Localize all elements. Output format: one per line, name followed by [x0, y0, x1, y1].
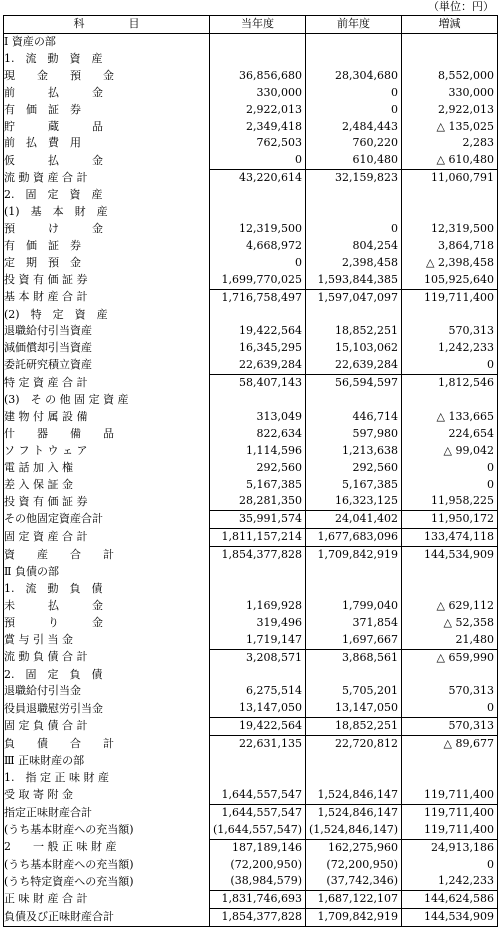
- row-label: 固 定 資 産 合 計: [4, 529, 210, 547]
- cell-change: △ 133,665: [402, 409, 498, 426]
- cell-change: 11,060,791: [402, 170, 498, 187]
- table-row: [4, 119, 498, 136]
- row-label: 減価償却引当資産: [4, 340, 210, 357]
- cell-current-year: [210, 667, 306, 684]
- cell-previous-year: 597,980: [306, 426, 402, 443]
- table-row: [4, 700, 498, 717]
- row-label: 預 り 金: [4, 615, 210, 632]
- cell-change: 3,864,718: [402, 238, 498, 255]
- cell-change: 570,313: [402, 683, 498, 700]
- cell-change: 144,534,909: [402, 547, 498, 564]
- cell-change: 119,711,400: [402, 822, 498, 839]
- cell-previous-year: [306, 581, 402, 598]
- cell-previous-year: 1,213,638: [306, 443, 402, 460]
- table-row: [4, 51, 498, 68]
- cell-previous-year: (37,742,346): [306, 873, 402, 890]
- cell-previous-year: 2,398,458: [306, 255, 402, 272]
- cell-previous-year: 2,484,443: [306, 119, 402, 136]
- row-label: 預 け 金: [4, 221, 210, 238]
- cell-change: [402, 392, 498, 409]
- table-row: [4, 736, 498, 753]
- table-row: [4, 511, 498, 529]
- row-label: (1) 基 本 財 産: [4, 204, 210, 221]
- table-row: [4, 255, 498, 272]
- cell-current-year: [210, 770, 306, 787]
- cell-current-year: 1,716,758,497: [210, 289, 306, 306]
- row-label: (うち基本財産への充当額): [4, 857, 210, 874]
- cell-previous-year: [306, 564, 402, 581]
- cell-current-year: [210, 307, 306, 324]
- table-row: [4, 238, 498, 255]
- row-label: 貯 蔵 品: [4, 119, 210, 136]
- cell-change: 11,950,172: [402, 511, 498, 529]
- table-row: [4, 392, 498, 409]
- table-row: [4, 152, 498, 169]
- row-label: 電 話 加 入 権: [4, 460, 210, 477]
- cell-previous-year: 610,480: [306, 152, 402, 169]
- cell-change: 0: [402, 460, 498, 477]
- cell-previous-year: 1,677,683,096: [306, 529, 402, 547]
- row-label: 仮 払 金: [4, 152, 210, 169]
- row-label: 2. 固 定 資 産: [4, 187, 210, 204]
- row-label: 固 定 負 債 合 計: [4, 718, 210, 736]
- table-row: [4, 477, 498, 494]
- row-label: 定 期 預 金: [4, 255, 210, 272]
- cell-current-year: [210, 187, 306, 204]
- row-label: 有 価 証 券: [4, 238, 210, 255]
- cell-current-year: [210, 564, 306, 581]
- cell-previous-year: 0: [306, 85, 402, 102]
- cell-previous-year: 446,714: [306, 409, 402, 426]
- cell-previous-year: [306, 307, 402, 324]
- cell-previous-year: [306, 770, 402, 787]
- cell-change: [402, 564, 498, 581]
- table-row: [4, 632, 498, 649]
- cell-previous-year: 13,147,050: [306, 700, 402, 717]
- cell-current-year: 762,503: [210, 135, 306, 152]
- cell-previous-year: 1,799,040: [306, 598, 402, 615]
- cell-current-year: [210, 753, 306, 770]
- cell-current-year: 36,856,680: [210, 68, 306, 85]
- cell-previous-year: 22,720,812: [306, 736, 402, 753]
- header-previous-year: 前年度: [306, 16, 402, 34]
- cell-change: 1,242,233: [402, 340, 498, 357]
- cell-current-year: 1,699,770,025: [210, 272, 306, 289]
- cell-change: △ 135,025: [402, 119, 498, 136]
- cell-change: 0: [402, 700, 498, 717]
- table-row: [4, 667, 498, 684]
- cell-change: △ 89,677: [402, 736, 498, 753]
- row-label: 什 器 備 品: [4, 426, 210, 443]
- cell-change: 21,480: [402, 632, 498, 649]
- cell-change: [402, 187, 498, 204]
- cell-previous-year: (1,524,846,147): [306, 822, 402, 839]
- cell-previous-year: [306, 187, 402, 204]
- cell-current-year: 319,496: [210, 615, 306, 632]
- cell-current-year: 1,644,557,547: [210, 804, 306, 821]
- row-label: Ⅰ 資産の部: [4, 34, 210, 51]
- table-row: [4, 323, 498, 340]
- table-row: [4, 804, 498, 821]
- cell-change: 119,711,400: [402, 787, 498, 804]
- cell-change: [402, 51, 498, 68]
- cell-previous-year: [306, 51, 402, 68]
- cell-previous-year: 292,560: [306, 460, 402, 477]
- table-row: [4, 581, 498, 598]
- table-row: [4, 135, 498, 152]
- cell-previous-year: 3,868,561: [306, 649, 402, 666]
- cell-previous-year: 18,852,251: [306, 718, 402, 736]
- table-row: [4, 873, 498, 890]
- row-label: 資 産 合 計: [4, 547, 210, 564]
- row-label: 有 価 証 券: [4, 102, 210, 119]
- cell-change: 2,922,013: [402, 102, 498, 119]
- cell-change: 11,958,225: [402, 493, 498, 510]
- table-row: [4, 68, 498, 85]
- cell-previous-year: [306, 392, 402, 409]
- cell-current-year: [210, 204, 306, 221]
- row-label: 流 動 資 産 合 計: [4, 170, 210, 187]
- table-row: [4, 822, 498, 839]
- cell-previous-year: 56,594,597: [306, 375, 402, 392]
- cell-change: [402, 581, 498, 598]
- row-label: 差 入 保 証 金: [4, 477, 210, 494]
- row-label: 負債及び正味財産合計: [4, 909, 210, 927]
- cell-current-year: (1,644,557,547): [210, 822, 306, 839]
- table-row: [4, 409, 498, 426]
- cell-change: 144,624,586: [402, 891, 498, 909]
- unit-note: （単位：円）: [428, 0, 494, 13]
- row-label: 委託研究積立資産: [4, 357, 210, 374]
- cell-change: [402, 753, 498, 770]
- table-row: [4, 753, 498, 770]
- cell-current-year: 822,634: [210, 426, 306, 443]
- header-current-year: 当年度: [210, 16, 306, 34]
- row-label: 1. 指 定 正 味 財 産: [4, 770, 210, 787]
- cell-current-year: 19,422,564: [210, 718, 306, 736]
- row-label: 投 資 有 価 証 券: [4, 493, 210, 510]
- cell-current-year: 1,811,157,214: [210, 529, 306, 547]
- cell-previous-year: 22,639,284: [306, 357, 402, 374]
- cell-current-year: 2,349,418: [210, 119, 306, 136]
- cell-current-year: 0: [210, 255, 306, 272]
- cell-current-year: [210, 392, 306, 409]
- table-row: [4, 770, 498, 787]
- table-row: [4, 564, 498, 581]
- row-label: 受 取 寄 附 金: [4, 787, 210, 804]
- cell-current-year: 13,147,050: [210, 700, 306, 717]
- cell-current-year: 12,319,500: [210, 221, 306, 238]
- table-row: [4, 204, 498, 221]
- row-label: 2 一 般 正 味 財 産: [4, 839, 210, 856]
- cell-change: [402, 34, 498, 51]
- row-label: 前 払 費 用: [4, 135, 210, 152]
- cell-change: 1,812,546: [402, 375, 498, 392]
- cell-current-year: 5,167,385: [210, 477, 306, 494]
- cell-change: 224,654: [402, 426, 498, 443]
- cell-current-year: 0: [210, 152, 306, 169]
- table-body: [4, 34, 498, 927]
- cell-previous-year: 16,323,125: [306, 493, 402, 510]
- cell-current-year: 1,169,928: [210, 598, 306, 615]
- cell-previous-year: 1,709,842,919: [306, 909, 402, 927]
- cell-change: 105,925,640: [402, 272, 498, 289]
- cell-change: [402, 770, 498, 787]
- row-label: 退職給付引当資産: [4, 323, 210, 340]
- row-label: ソ フ ト ウ ェ ア: [4, 443, 210, 460]
- row-label: 基 本 財 産 合 計: [4, 289, 210, 306]
- cell-previous-year: 804,254: [306, 238, 402, 255]
- table-row: [4, 340, 498, 357]
- row-label: 役員退職慰労引当金: [4, 700, 210, 717]
- row-label: (2) 特 定 資 産: [4, 307, 210, 324]
- table-row: [4, 307, 498, 324]
- row-label: 未 払 金: [4, 598, 210, 615]
- table-row: [4, 529, 498, 547]
- cell-previous-year: (72,200,950): [306, 857, 402, 874]
- row-label: 退職給付引当金: [4, 683, 210, 700]
- cell-change: △ 629,112: [402, 598, 498, 615]
- cell-previous-year: 1,597,047,097: [306, 289, 402, 306]
- header-row: [4, 16, 498, 34]
- table-row: [4, 909, 498, 927]
- table-row: [4, 839, 498, 856]
- cell-previous-year: 18,852,251: [306, 323, 402, 340]
- row-label: 流 動 負 債 合 計: [4, 649, 210, 666]
- cell-previous-year: 1,709,842,919: [306, 547, 402, 564]
- cell-previous-year: 32,159,823: [306, 170, 402, 187]
- cell-change: [402, 307, 498, 324]
- cell-current-year: 1,719,147: [210, 632, 306, 649]
- cell-current-year: 1,854,377,828: [210, 547, 306, 564]
- table-row: [4, 493, 498, 510]
- table-row: [4, 683, 498, 700]
- row-label: 前 払 金: [4, 85, 210, 102]
- table-row: [4, 615, 498, 632]
- balance-sheet-table: [3, 15, 498, 927]
- cell-previous-year: 28,304,680: [306, 68, 402, 85]
- header-account: 科 目: [4, 16, 210, 34]
- cell-change: △ 2,398,458: [402, 255, 498, 272]
- table-row: [4, 443, 498, 460]
- cell-previous-year: [306, 753, 402, 770]
- cell-previous-year: [306, 667, 402, 684]
- table-row: [4, 787, 498, 804]
- cell-previous-year: 1,593,844,385: [306, 272, 402, 289]
- table-row: [4, 289, 498, 306]
- cell-previous-year: 1,524,846,147: [306, 787, 402, 804]
- cell-current-year: [210, 51, 306, 68]
- row-label: その他固定資産合計: [4, 511, 210, 529]
- row-label: 負 債 合 計: [4, 736, 210, 753]
- table-row: [4, 857, 498, 874]
- cell-previous-year: [306, 34, 402, 51]
- cell-change: 133,474,118: [402, 529, 498, 547]
- cell-current-year: 4,668,972: [210, 238, 306, 255]
- row-label: (うち基本財産への充当額): [4, 822, 210, 839]
- cell-current-year: 292,560: [210, 460, 306, 477]
- table-row: [4, 598, 498, 615]
- cell-current-year: 19,422,564: [210, 323, 306, 340]
- table-row: [4, 426, 498, 443]
- cell-previous-year: 162,275,960: [306, 839, 402, 856]
- table-row: [4, 649, 498, 666]
- row-label: 正 味 財 産 合 計: [4, 891, 210, 909]
- cell-change: 330,000: [402, 85, 498, 102]
- cell-change: △ 659,990: [402, 649, 498, 666]
- cell-current-year: 1,831,746,693: [210, 891, 306, 909]
- cell-current-year: 58,407,143: [210, 375, 306, 392]
- row-label: 1. 流 動 資 産: [4, 51, 210, 68]
- cell-change: 119,711,400: [402, 804, 498, 821]
- cell-change: 0: [402, 477, 498, 494]
- table-row: [4, 187, 498, 204]
- cell-previous-year: 5,705,201: [306, 683, 402, 700]
- table-row: [4, 85, 498, 102]
- cell-current-year: 43,220,614: [210, 170, 306, 187]
- cell-previous-year: 0: [306, 102, 402, 119]
- cell-change: 144,534,909: [402, 909, 498, 927]
- header-change: 増減: [402, 16, 498, 34]
- cell-previous-year: 1,524,846,147: [306, 804, 402, 821]
- cell-current-year: 2,922,013: [210, 102, 306, 119]
- cell-current-year: 330,000: [210, 85, 306, 102]
- table-row: [4, 272, 498, 289]
- table-row: [4, 718, 498, 736]
- cell-change: 119,711,400: [402, 289, 498, 306]
- cell-current-year: 313,049: [210, 409, 306, 426]
- cell-change: △ 610,480: [402, 152, 498, 169]
- row-label: 投 資 有 価 証 券: [4, 272, 210, 289]
- cell-previous-year: 24,041,402: [306, 511, 402, 529]
- cell-current-year: 35,991,574: [210, 511, 306, 529]
- cell-change: 0: [402, 357, 498, 374]
- cell-current-year: 3,208,571: [210, 649, 306, 666]
- cell-previous-year: [306, 204, 402, 221]
- cell-change: [402, 667, 498, 684]
- row-label: 指定正味財産合計: [4, 804, 210, 821]
- cell-current-year: (72,200,950): [210, 857, 306, 874]
- table-row: [4, 891, 498, 909]
- cell-current-year: 22,631,135: [210, 736, 306, 753]
- cell-current-year: 16,345,295: [210, 340, 306, 357]
- cell-previous-year: 0: [306, 221, 402, 238]
- cell-current-year: 1,114,596: [210, 443, 306, 460]
- row-label: 1. 流 動 負 債: [4, 581, 210, 598]
- cell-current-year: 1,644,557,547: [210, 787, 306, 804]
- cell-change: △ 52,358: [402, 615, 498, 632]
- cell-change: 1,242,233: [402, 873, 498, 890]
- cell-change: △ 99,042: [402, 443, 498, 460]
- row-label: 特 定 資 産 合 計: [4, 375, 210, 392]
- cell-current-year: 1,854,377,828: [210, 909, 306, 927]
- cell-current-year: 6,275,514: [210, 683, 306, 700]
- row-label: 建 物 付 属 設 備: [4, 409, 210, 426]
- cell-previous-year: 5,167,385: [306, 477, 402, 494]
- cell-previous-year: 15,103,062: [306, 340, 402, 357]
- table-row: [4, 221, 498, 238]
- cell-previous-year: 1,687,122,107: [306, 891, 402, 909]
- cell-previous-year: 371,854: [306, 615, 402, 632]
- cell-previous-year: 760,220: [306, 135, 402, 152]
- cell-current-year: 22,639,284: [210, 357, 306, 374]
- row-label: Ⅲ 正味財産の部: [4, 753, 210, 770]
- cell-change: 12,319,500: [402, 221, 498, 238]
- table-row: [4, 460, 498, 477]
- cell-current-year: (38,984,579): [210, 873, 306, 890]
- table-row: [4, 547, 498, 564]
- cell-change: 570,313: [402, 718, 498, 736]
- row-label: 現 金 預 金: [4, 68, 210, 85]
- cell-current-year: 28,281,350: [210, 493, 306, 510]
- cell-change: 24,913,186: [402, 839, 498, 856]
- table-row: [4, 357, 498, 374]
- table-row: [4, 102, 498, 119]
- cell-change: 570,313: [402, 323, 498, 340]
- table-row: [4, 170, 498, 187]
- cell-current-year: [210, 34, 306, 51]
- row-label: (3) そ の 他 固 定 資 産: [4, 392, 210, 409]
- table-row: [4, 34, 498, 51]
- cell-current-year: 187,189,146: [210, 839, 306, 856]
- cell-change: 8,552,000: [402, 68, 498, 85]
- cell-current-year: [210, 581, 306, 598]
- row-label: 2. 固 定 負 債: [4, 667, 210, 684]
- cell-change: [402, 204, 498, 221]
- row-label: Ⅱ 負債の部: [4, 564, 210, 581]
- table-row: [4, 375, 498, 392]
- row-label: (うち特定資産への充当額): [4, 873, 210, 890]
- cell-change: 2,283: [402, 135, 498, 152]
- row-label: 賞 与 引 当 金: [4, 632, 210, 649]
- cell-previous-year: 1,697,667: [306, 632, 402, 649]
- cell-change: 0: [402, 857, 498, 874]
